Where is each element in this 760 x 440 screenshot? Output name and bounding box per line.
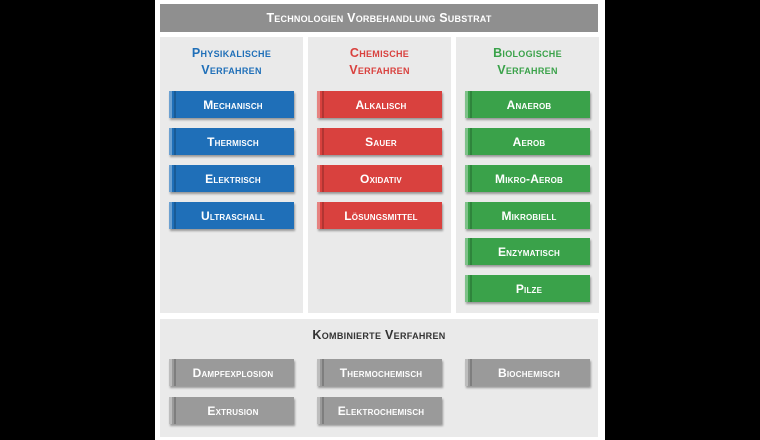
method-label: Mikrobiell [501, 208, 557, 223]
physical-title-line2: Verfahren [201, 63, 262, 77]
method-label: Biochemisch [498, 365, 560, 380]
method-box-biochemisch [465, 359, 590, 386]
method-box-anaerob [465, 91, 590, 118]
method-label: Ultraschall [200, 208, 266, 223]
chemical-panel [308, 37, 451, 313]
method-label: Alkalisch [355, 97, 407, 112]
method-box-elektrisch [169, 165, 294, 192]
method-box-enzymatisch [465, 238, 590, 265]
diagram-title: Technologien Vorbehandlung Substrat [160, 4, 598, 32]
method-label: Thermochemisch [339, 365, 423, 380]
chemical-panel-title [308, 45, 451, 79]
method-label: Pilze [515, 281, 543, 296]
method-label: Elektrisch [205, 171, 261, 186]
method-label: Lösungsmittel [344, 208, 418, 223]
physical-panel [160, 37, 303, 313]
method-label: Sauer [365, 134, 397, 149]
method-box-oxidativ [317, 165, 442, 192]
method-label: Oxidativ [360, 171, 402, 186]
chemical-title-line1: Chemische [349, 46, 410, 60]
method-box-sauer [317, 128, 442, 155]
combined-panel-title: Kombinierte Verfahren [312, 328, 446, 342]
method-label: Aerob [512, 134, 546, 149]
method-box-thermisch [169, 128, 294, 155]
biological-title-line1: Biologische [493, 46, 562, 60]
method-box-loesungsmittel [317, 202, 442, 229]
physical-title-line1: Physikalische [191, 46, 272, 60]
biological-panel [456, 37, 599, 313]
method-label: Thermisch [207, 134, 259, 149]
biological-panel-title [456, 45, 599, 79]
method-box-mechanisch [169, 91, 294, 118]
biological-title-line2: Verfahren [497, 63, 558, 77]
method-box-aerob [465, 128, 590, 155]
method-label: Dampfexplosion [192, 365, 274, 380]
method-box-alkalisch [317, 91, 442, 118]
method-label: Mechanisch [203, 97, 263, 112]
physical-panel-title [160, 45, 303, 79]
method-box-dampfexplosion [169, 359, 294, 386]
method-box-extrusion [169, 397, 294, 424]
chemical-title-line2: Verfahren [349, 63, 410, 77]
method-box-pilze [465, 275, 590, 302]
method-label: Elektrochemisch [337, 403, 425, 418]
method-label: Extrusion [207, 403, 259, 418]
method-box-mikrobiell [465, 202, 590, 229]
method-label: Mikro-Aerob [495, 171, 563, 186]
method-box-ultraschall [169, 202, 294, 229]
method-label: Anaerob [506, 97, 552, 112]
combined-panel [160, 319, 598, 437]
method-label: Enzymatisch [497, 244, 561, 259]
method-box-mikro-aerob [465, 165, 590, 192]
method-box-elektrochemisch [317, 397, 442, 424]
method-box-thermochemisch [317, 359, 442, 386]
